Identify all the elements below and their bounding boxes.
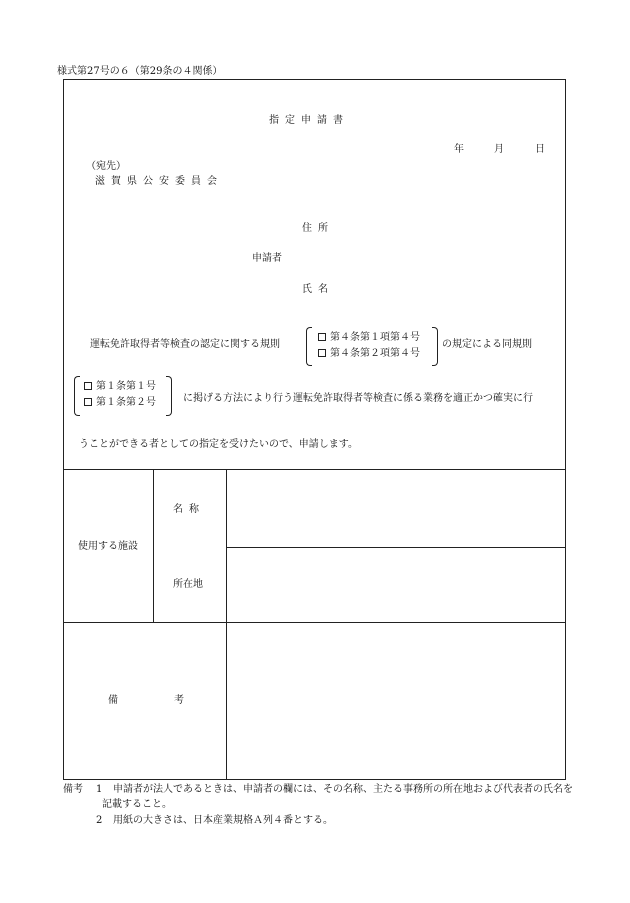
bracket2-option2-text: 第１条第２号 <box>96 397 156 408</box>
body-line3: うことができる者としての指定を受けたいので、申請します。 <box>79 439 358 450</box>
date-month-label: 月 <box>494 144 504 155</box>
checkbox-icon[interactable] <box>84 398 92 406</box>
date-day-label: 日 <box>535 144 545 155</box>
facility-location-value[interactable] <box>236 579 556 593</box>
checkbox-icon[interactable] <box>318 349 326 357</box>
date-year-label: 年 <box>454 144 464 155</box>
facility-location-label: 所在地 <box>173 579 203 590</box>
bracket2-right <box>166 376 172 416</box>
bracket2-option1-text: 第１条第１号 <box>96 381 156 392</box>
name-label: 氏名 <box>302 284 334 295</box>
facility-col-divider-1 <box>153 469 154 622</box>
note2-number: 2 <box>96 815 103 826</box>
address-label: 住所 <box>302 223 334 234</box>
facility-group-label: 使用する施設 <box>78 541 138 552</box>
body-line1-after: の規定による同規則 <box>442 339 532 350</box>
bracket2-left <box>74 376 80 416</box>
bracket1-option2-text: 第４条第２項第４号 <box>330 348 420 359</box>
checkbox-icon[interactable] <box>318 333 326 341</box>
body-line1-before: 運転免許取得者等検査の認定に関する規則 <box>90 339 280 350</box>
bracket1-left <box>306 327 312 366</box>
facility-row-divider <box>226 547 566 548</box>
facility-col-divider-2 <box>226 469 227 780</box>
form-number: 様式第27号の６（第29条の４関係） <box>57 66 223 77</box>
notes-label: 備考 <box>63 784 83 795</box>
document-title: 指定申請書 <box>269 115 349 126</box>
bracket1-option1 <box>318 332 420 344</box>
section-divider-top <box>63 469 566 470</box>
remarks-label: 備考 <box>108 695 240 706</box>
note1-line1: 申請者が法人であるときは、申請者の欄には、その名称、主たる事務所の所在地および代表者の氏名を <box>113 784 573 795</box>
section-divider-bottom <box>63 622 566 623</box>
bracket1-option2 <box>318 348 420 360</box>
note1-line2: 記載すること。 <box>102 799 172 810</box>
checkbox-icon[interactable] <box>84 382 92 390</box>
facility-name-value[interactable] <box>236 504 556 518</box>
applicant-label: 申請者 <box>252 253 282 264</box>
addressee-prefix: （宛先） <box>86 161 126 172</box>
note1-number: 1 <box>96 784 103 795</box>
bracket1-right <box>432 327 438 366</box>
bracket1-option1-text: 第４条第１項第４号 <box>330 332 420 343</box>
note2-text: 用紙の大きさは、日本産業規格Ａ列４番とする。 <box>113 815 333 826</box>
addressee: 滋賀県公安委員会 <box>95 176 223 187</box>
remarks-value[interactable] <box>236 640 556 760</box>
body-line2-after: に掲げる方法により行う運転免許取得者等検査に係る業務を適正かつ確実に行 <box>183 393 533 404</box>
bracket2-option1 <box>84 381 156 393</box>
bracket2-option2 <box>84 397 156 409</box>
facility-name-label: 名称 <box>173 504 205 515</box>
